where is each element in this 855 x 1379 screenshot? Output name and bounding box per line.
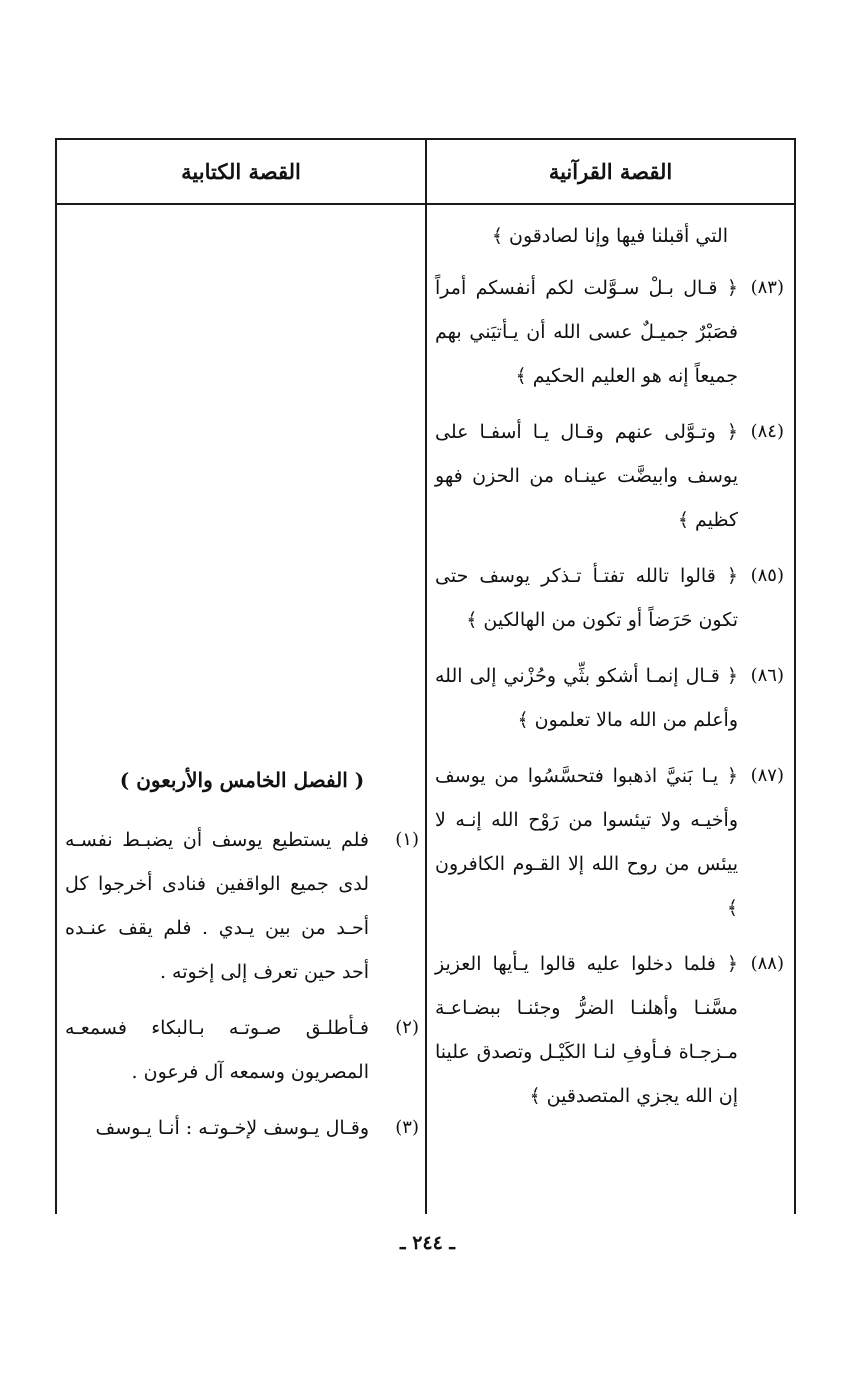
- verse-number: (٨٨): [750, 953, 784, 974]
- verse-text: ﴿ فلما دخلوا عليه قالوا يـأيها العزيز مسَّنـا وأهلنـا الضرُّ وجئنـا ببضـاعـة مـزجـاة فـأوفِ لنـا الكَيْـل وتصدق علينا إن الله يجزي المتصدقين ﴾: [435, 953, 738, 1107]
- column-divider: [425, 140, 427, 1214]
- quranic-column: [435, 214, 784, 1130]
- verse-text: ﴿ قالوا تالله تفتـأ تـذكر يوسف حتى تكون حَرَضاً أو تكون من الهالكين ﴾: [435, 565, 738, 631]
- paragraph-text: فلم يستطيع يوسف أن يضبـط نفسـه لدى جميع الواقفين فنادى أخرجوا كل أحـد من بين يـدي . فلم يقف عنـده أحد حين تعرف إلى إخوته .: [65, 829, 369, 983]
- page-number: ـ ٢٤٤ ـ: [400, 1232, 455, 1254]
- comparison-table: [55, 138, 796, 1214]
- verse-85: [435, 554, 784, 642]
- paragraph-number: (٢): [395, 1017, 419, 1038]
- verse-number: (٨٦): [750, 665, 784, 686]
- verse-86: [435, 654, 784, 742]
- header-biblical-story: القصة الكتابية: [181, 159, 301, 184]
- verse-84: [435, 410, 784, 542]
- paragraph-1: [65, 818, 419, 994]
- paragraph-number: (٣): [395, 1117, 419, 1138]
- paragraph-text: وقـال يـوسف لإخـوتـه : أنـا يـوسف: [95, 1117, 369, 1139]
- verse-number: (٨٧): [750, 765, 784, 786]
- verse-text: ﴿ وتـوَّلى عنهم وقـال يـا أسفـا على يوسف وابيضَّت عينـاه من الحزن فهو كظيم ﴾: [435, 421, 738, 531]
- verse-text: ﴿ قـال بـلْ سـوَّلت لكم أنفسكم أمراً فصَبْرٌ جميـلٌ عسى الله أن يـأتيَني بهم جميعاً إنه هو العليم الحكيم ﴾: [435, 277, 738, 387]
- verse-text: ﴿ يـا بَنيَّ اذهبوا فتحسَّسُوا من يوسف وأخيـه ولا تيئسوا من رَوْح الله إنـه لا ييئس من روح الله إلا القـوم الكافرون ﴾: [435, 765, 738, 919]
- paragraph-2: [65, 1006, 419, 1094]
- paragraph-text: فـأطلـق صـوتـه بـالبكاء فسمعـه المصريون وسمعه آل فرعون .: [65, 1017, 369, 1083]
- verse-87: [435, 754, 784, 930]
- verse-number: (٨٤): [750, 421, 784, 442]
- verse-88: [435, 942, 784, 1118]
- paragraph-3: [65, 1106, 419, 1150]
- verse-83: [435, 266, 784, 398]
- verse-number: (٨٣): [750, 277, 784, 298]
- chapter-title: ( الفصل الخامس والأربعون ): [119, 768, 365, 792]
- verse-continuation: التي أقبلنا فيها وإنا لصادقون ﴾: [491, 225, 728, 247]
- paragraph-number: (١): [395, 829, 419, 850]
- biblical-column: [65, 214, 419, 1162]
- verse-number: (٨٥): [750, 565, 784, 586]
- verse-text: ﴿ قـال إنمـا أشكو بثِّي وحُزْني إلى الله وأعلم من الله مالا تعلمون ﴾: [435, 665, 738, 731]
- header-quranic-story: القصة القرآنية: [548, 159, 673, 184]
